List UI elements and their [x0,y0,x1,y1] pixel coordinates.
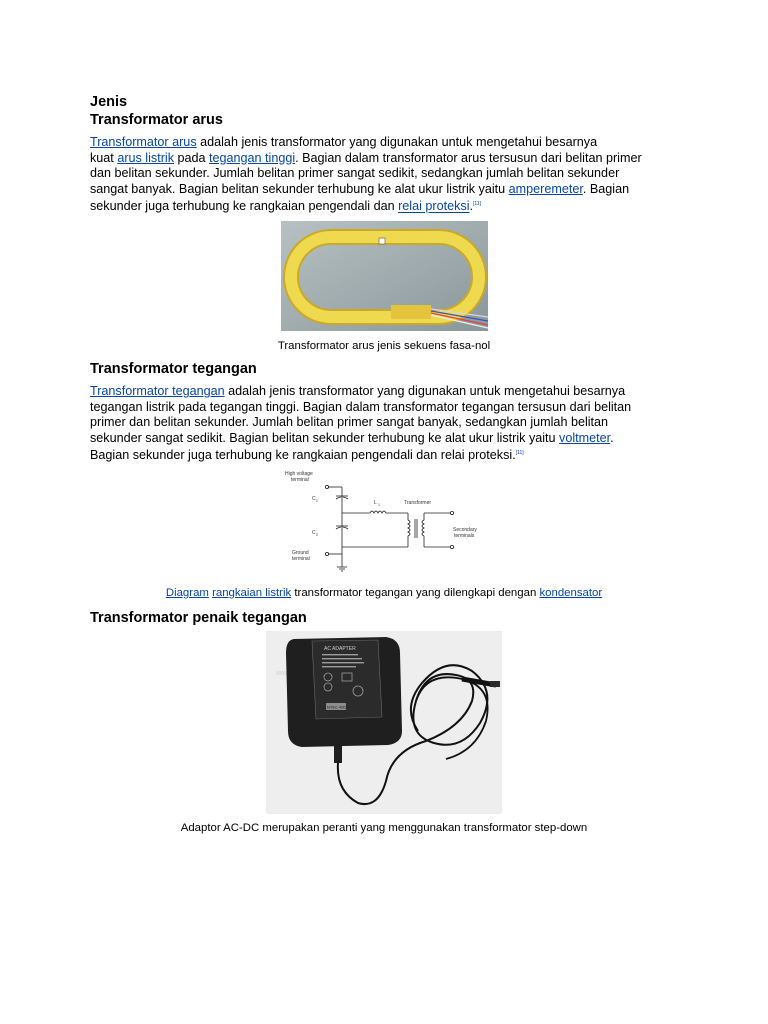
heading-transformator-penaik-tegangan: Transformator penaik tegangan [90,610,307,626]
link-relai-proteksi[interactable]: relai proteksi [398,199,470,214]
label-terminal-ground: terminal [292,556,310,562]
voltage-transformer-circuit-diagram [282,468,486,574]
link-diagram[interactable]: Diagram [165,587,209,599]
label-terminal: terminal [291,477,309,483]
link-kondensator[interactable]: kondensator [539,587,603,599]
adapter-tag: NTEC 400 [327,704,346,710]
caption-circuit-diagram: Diagram rangkaian listrik transformator tegangan yang dilengkapi dengan kondensator [165,587,603,599]
adapter-label: AC ADAPTER [324,646,356,652]
svg-text:1: 1 [378,503,380,507]
caption-current-transformer: Transformator arus jenis sekuens fasa-nol [277,340,491,352]
link-arus-listrik[interactable]: arus listrik [117,150,174,165]
link-transformator-arus[interactable]: Transformator arus [90,135,197,149]
label-secondary: Secondary [453,527,477,533]
heading-transformator-arus: Transformator arus [90,112,223,128]
label-transformer: Transformer [404,500,432,506]
link-voltmeter[interactable]: voltmeter [559,430,611,445]
paragraph-transformator-arus: Transformator arus adalah jenis transformator yang digunakan untuk mengetahui besarnya kuat arus listrik pada tegangan tinggi. Bagian dalam transformator arus tersusun dari belitan primer dan belitan sekunder. Jumlah belitan primer sangat sedikit, sedangkan jumlah belitan sekunder sangat banyak. Bagian belitan sekunder terhubung ke alat ukur listrik yaitu amperemeter. Bagian sekunder juga terhubung ke rangkaian pengendali dan relai proteksi.[11] [90,135,642,214]
ac-adapter-image [266,631,502,814]
heading-transformator-tegangan: Transformator tegangan [90,361,257,377]
label-c2: C [312,530,316,536]
label-terminals: terminals [454,533,475,539]
label-c1: C [312,496,316,502]
svg-text:1: 1 [316,499,318,503]
section-heading: Jenis [90,94,128,110]
reference-11[interactable]: [11] [473,201,481,208]
label-ground: Ground [292,550,309,556]
link-transformator-tegangan[interactable]: Transformator tegangan [90,384,225,398]
link-amperemeter[interactable]: amperemeter [508,181,583,196]
svg-text:2: 2 [316,533,318,537]
label-l1: L [374,500,377,506]
reference-11-b[interactable]: [11] [515,450,524,457]
link-tegangan-tinggi[interactable]: tegangan tinggi [209,150,296,165]
link-rangkaian-listrik[interactable]: rangkaian listrik [212,587,292,599]
caption-ac-adapter: Adaptor AC-DC merupakan peranti yang menggunakan transformator step-down [180,822,588,834]
label-high-voltage: High voltage [285,471,313,477]
paragraph-transformator-tegangan: Transformator tegangan adalah jenis transformator yang digunakan untuk mengetahui besarnya tegangan listrik pada tegangan tinggi. Bagian dalam transformator tegangan tersusun dari belitan primer dan belitan sekunder. Jumlah belitan primer sangat banyak, sedangkan jumlah belitan sekunder sangat sedikit. Bagian belitan sekunder terhubung ke alat ukur listrik yaitu voltmeter. Bagian sekunder juga terhubung ke rangkaian pengendali dan relai proteksi.[11] [90,384,632,463]
current-transformer-image [281,221,488,331]
